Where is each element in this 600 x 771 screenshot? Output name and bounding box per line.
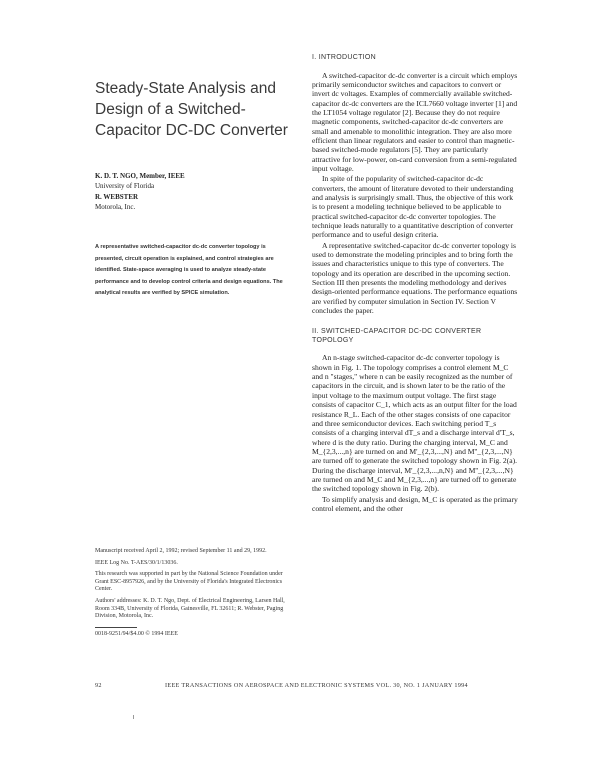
author-affiliation: University of Florida <box>95 181 155 190</box>
author-name: K. D. T. NGO, Member, IEEE <box>95 172 185 180</box>
copyright: 0018-9251/94/$4.00 © 1994 IEEE <box>95 630 178 637</box>
manuscript-received: Manuscript received April 2, 1992; revised September 11 and 29, 1992. <box>95 548 267 554</box>
paper-title: Steady-State Analysis and Design of a Switched-Capacitor DC-DC Converter <box>95 80 288 139</box>
paragraph: In spite of the popularity of switched-capacitor dc-dc converters, the amount of literature devoted to their understanding and analysis is surprisingly small. Thus, the objective of this work is to present a modeling technique believed to be applicable to practical switched-capacitor dc-dc converter topologies. The technique leads naturally to a quantitative description of converter performance and to useful design criteria. <box>312 174 514 240</box>
journal-name: IEEE TRANSACTIONS ON AEROSPACE AND ELECTRONIC SYSTEMS VOL. 30, NO. 1 JANUARY 1994 <box>165 682 468 689</box>
funding-note: This research was supported in part by the National Science Foundation under Grant ESC-8957926, and by the University of Florida's Integrated Electronics Center. <box>95 571 283 593</box>
page-footer <box>95 682 525 689</box>
body-column <box>312 54 518 514</box>
footnotes <box>95 548 295 642</box>
paragraph: A representative switched-capacitor dc-dc converter topology is used to demonstrate the modeling principles and to bring forth the issues and characteristics unique to this type of converters. The topology and its operation are described in the upcoming section. Section III then presents the modeling methodology and derives design-oriented performance equations. The performance equations are verified by computer simulation in Section IV. Section V concludes the paper. <box>312 240 518 316</box>
paragraph: A switched-capacitor dc-dc converter is a circuit which employs primarily semiconductor switches and capacitors to convert or invert dc voltages. Examples of commercially available switched-capacitor dc-dc converters are the ICL7660 voltage inverter [1] and the LT1054 voltage regulator [2]. Because they do not require magnetic components, switched-capacitor dc-dc converters are small and amenable to monolithic integration. They are also more efficient than linear regulators and easier to control than magnetic-based switched-mode regulators [5]. They are particularly attractive for low-power, on-card conversion from a semi-regulated input voltage. <box>312 70 518 173</box>
divider <box>95 627 137 628</box>
author-addresses: Authors' addresses: K. D. T. Ngo, Dept. of Electrical Engineering, Larsen Hall, Room 334B, University of Florida, Gainesville, FL 32611; R. Webster, Paging Division, Motorola, Inc. <box>95 597 285 620</box>
author-affiliation: Motorola, Inc. <box>95 202 136 211</box>
abstract: A representative switched-capacitor dc-dc converter topology is presented, circuit operation is explained, and control strategies are identified. State-space averaging is used to analyze steady-state performance and to develop control criteria and design equations. The analytical results are verified by SPICE simulation. <box>95 244 283 296</box>
section-heading-introduction: I. INTRODUCTION <box>312 54 376 61</box>
scan-mark <box>133 715 134 719</box>
author-name: R. WEBSTER <box>95 193 139 201</box>
section-heading-topology: II. SWITCHED-CAPACITOR DC-DC CONVERTER TOPOLOGY <box>312 328 482 344</box>
paragraph: An n-stage switched-capacitor dc-dc converter topology is shown in Fig. 1. The topology comprises a control element M_C and n "stages," where n can be easily recognized as the number of capacitors in the circuit, and is shown later to be the ratio of the input voltage to the maximum output voltage. The first stage consists of capacitor C_1, which acts as an output filter for the load resistance R_L. Each of the other stages consists of one capacitor and three semiconductor devices. Each switching period T_s consists of a charging interval dT_s and a discharge interval d'T_s, where d is the duty ratio. During the charging interval, M_C and M_{2,3,...,n} are turned on and M'_{2,3,...,N} and M''_{2,3,...,N} are turned off to generate the switched topology shown in Fig. 2(a). During the discharge interval, M'_{2,3,...,n,N} and M''_{2,3,...,N} are turned on and M_C and M_{2,3,...,n} are turned off to generate the switched topology shown in Fig. 2(b). <box>312 353 518 494</box>
page-number: 92 <box>95 682 102 689</box>
ieee-log-number: IEEE Log No. T-AES/30/1/13036. <box>95 559 178 566</box>
author-block <box>95 172 285 212</box>
paragraph: To simplify analysis and design, M_C is operated as the primary control element, and the other <box>312 494 518 513</box>
